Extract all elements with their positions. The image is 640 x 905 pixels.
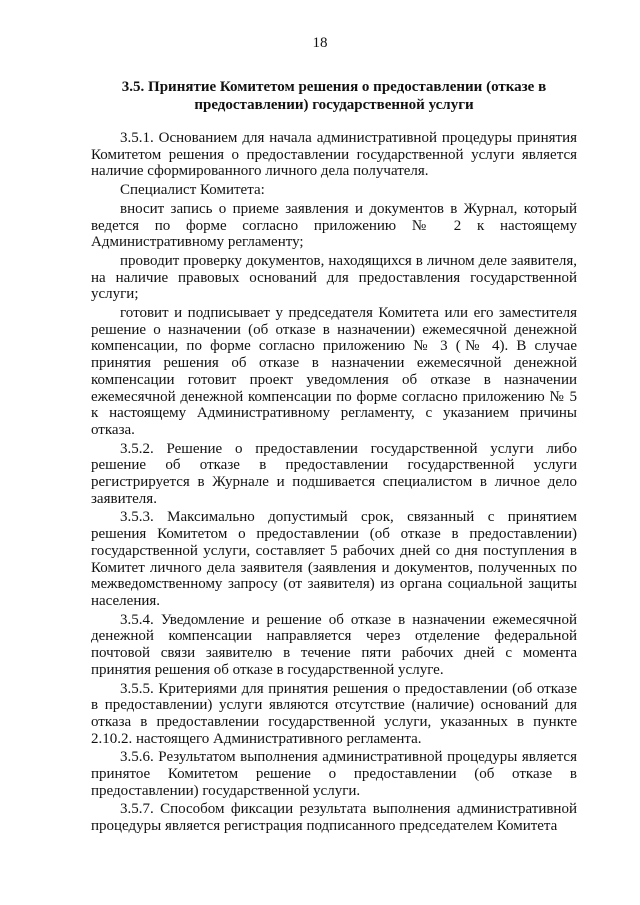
page-number: 18 bbox=[312, 35, 328, 51]
document-body bbox=[91, 130, 577, 837]
paragraph-3-5-5: 3.5.5. Критериями для принятия решения о предоставлении (об отказе в предоставлении) услуги являются отсутствие (наличие) оснований для отказа в предоставлении государственной услуги, указанных в пункте 2.10.2. настоящего Административного регламента. bbox=[91, 680, 577, 747]
paragraph-journal-entry: вносит запись о приеме заявления и документов в Журнал, который ведется по форме согласно приложению № 2 к настоящему Административному регламенту; bbox=[91, 200, 577, 251]
paragraph-3-5-1: 3.5.1. Основанием для начала административной процедуры принятия Комитетом решения о предоставлении государственной услуги является наличие сформированного личного дела получателя. bbox=[91, 130, 577, 180]
paragraph-specialist: Специалист Комитета: bbox=[120, 182, 265, 199]
paragraph-3-5-2: 3.5.2. Решение о предоставлении государственной услуги либо решение об отказе в предоставлении государственной услуги регистрируется в Журнале и подшивается специалистом в личное дело заявителя. bbox=[91, 440, 577, 507]
paragraph-3-5-3: 3.5.3. Максимально допустимый срок, связанный с принятием решения Комитетом о предоставлении (об отказе в предоставлении) государственной услуги, составляет 5 рабочих дней со дня поступления в Комитет личного дела заявителя (заявления и документов, полученных по межведомственному запросу (от заявителя) из органа социальной защиты населения. bbox=[91, 509, 577, 609]
paragraph-3-5-6: 3.5.6. Результатом выполнения административной процедуры является принятое Комитетом решение о предоставлении (об отказе в предоставлении) государственной услуги. bbox=[91, 749, 577, 799]
paragraph-decision-signing: готовит и подписывает у председателя Комитета или его заместителя решение о назначении (об отказе в назначении) ежемесячной денежной компенсации, по форме согласно приложению № 3 (№ 4). В случае принятия решения об отказе в назначении ежемесячной денежной компенсации готовит проект уведомления об отказе в назначении ежемесячной денежной компенсации по форме согласно приложению № 5 к настоящему Административному регламенту, с указанием причины отказа. bbox=[91, 305, 577, 438]
section-title: 3.5. Принятие Комитетом решения о предоставлении (отказе в предоставлении) государственной услуги bbox=[121, 79, 547, 113]
paragraph-document-check: проводит проверку документов, находящихся в личном деле заявителя, на наличие правовых оснований для предоставления государственной услуги; bbox=[91, 252, 577, 303]
paragraph-3-5-4: 3.5.4. Уведомление и решение об отказе в назначении ежемесячной денежной компенсации направляется через отделение федеральной почтовой связи заявителю в течение пяти рабочих дней с момента принятия решения об отказе в государственной услуге. bbox=[91, 611, 577, 678]
paragraph-3-5-7: 3.5.7. Способом фиксации результата выполнения административной процедуры является регистрация подписанного председателем Комитета bbox=[91, 801, 577, 835]
